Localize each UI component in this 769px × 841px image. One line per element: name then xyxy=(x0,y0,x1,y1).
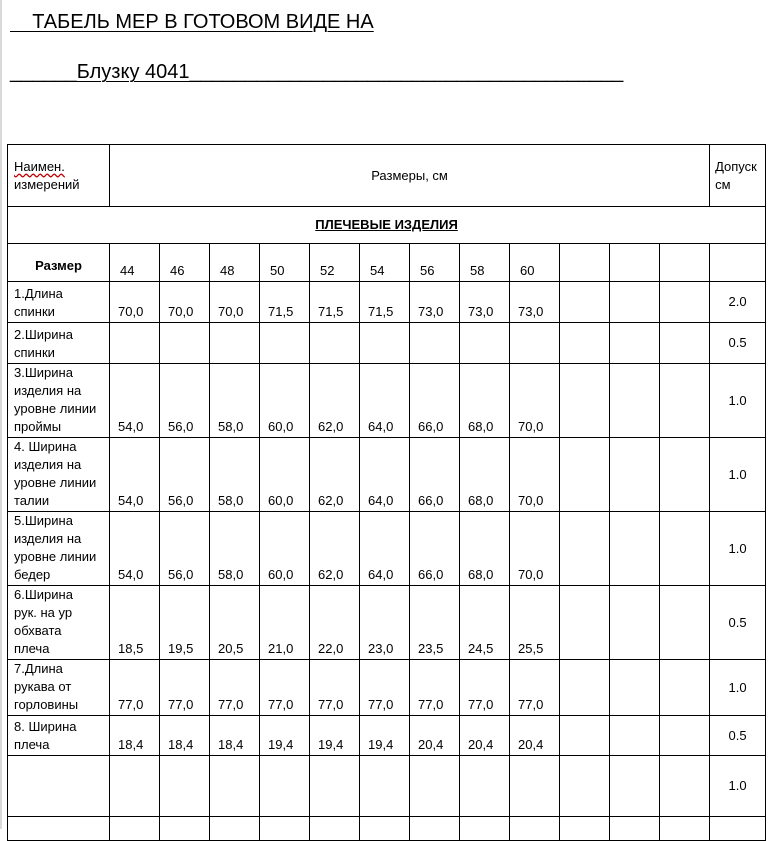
measurement-value xyxy=(410,323,460,364)
measurement-value: 77,0 xyxy=(510,660,560,716)
measurement-value: 21,0 xyxy=(260,586,310,660)
measurement-value xyxy=(660,756,710,817)
measurement-value xyxy=(360,756,410,817)
table-row xyxy=(8,716,766,756)
measurement-value xyxy=(560,364,610,438)
measurement-name-line: проймы xyxy=(14,419,62,434)
size-cell xyxy=(660,244,710,282)
measurement-value: 66,0 xyxy=(410,512,460,586)
page-left-edge xyxy=(0,0,2,829)
measurement-value: 70,0 xyxy=(210,282,260,323)
measurement-name-line: 6.Ширина xyxy=(14,587,73,602)
measurement-value: 56,0 xyxy=(160,438,210,512)
tolerance-value: 0.5 xyxy=(710,323,766,364)
measurement-value: 54,0 xyxy=(110,512,160,586)
measurement-value: 73,0 xyxy=(410,282,460,323)
measurement-value: 73,0 xyxy=(460,282,510,323)
measurement-value: 23,0 xyxy=(360,586,410,660)
measurement-value xyxy=(360,323,410,364)
measurement-value: 70,0 xyxy=(510,364,560,438)
measurement-value: 70,0 xyxy=(510,438,560,512)
table-row xyxy=(8,282,766,323)
measurement-name-line: 1.Длина xyxy=(14,286,63,301)
measurement-name-line: 8. Ширина xyxy=(14,719,77,734)
measurement-value xyxy=(660,364,710,438)
table-row xyxy=(8,438,766,512)
measurement-value: 20,4 xyxy=(510,716,560,756)
measurement-value: 70,0 xyxy=(510,512,560,586)
name-column-header xyxy=(8,145,110,207)
measurement-name xyxy=(8,364,110,438)
measurement-value: 64,0 xyxy=(360,438,410,512)
measurement-value xyxy=(160,756,210,817)
measurement-value xyxy=(460,323,510,364)
measurement-value: 56,0 xyxy=(160,364,210,438)
measurement-value: 77,0 xyxy=(310,660,360,716)
measurement-value: 62,0 xyxy=(310,438,360,512)
size-cell xyxy=(610,244,660,282)
measurement-value: 60,0 xyxy=(260,512,310,586)
measurement-value xyxy=(410,756,460,817)
sizes-column-header: Размеры, см xyxy=(110,145,710,207)
document-title: ТАБЕЛЬ МЕР В ГОТОВОМ ВИДЕ НА xyxy=(10,11,374,33)
measurement-value: 20,4 xyxy=(410,716,460,756)
measurement-value: 18,4 xyxy=(110,716,160,756)
measurement-value: 19,4 xyxy=(360,716,410,756)
name-column-header-line1: Наимен. xyxy=(14,158,65,174)
section-row xyxy=(8,207,766,244)
measurement-value xyxy=(310,323,360,364)
measurement-name-line: рукава от xyxy=(14,679,72,694)
measurement-value: 19,4 xyxy=(260,716,310,756)
measurement-value xyxy=(610,512,660,586)
measurement-value: 71,5 xyxy=(260,282,310,323)
measurement-value: 25,5 xyxy=(510,586,560,660)
measurement-value: 77,0 xyxy=(460,660,510,716)
measurement-value: 68,0 xyxy=(460,512,510,586)
measurement-value: 68,0 xyxy=(460,438,510,512)
measurement-name-line: изделия на xyxy=(14,531,82,546)
measurement-value xyxy=(660,282,710,323)
measurement-value xyxy=(210,756,260,817)
measurement-name-line: 5.Ширина xyxy=(14,513,73,528)
measurement-value: 66,0 xyxy=(410,438,460,512)
measurement-value xyxy=(610,323,660,364)
size-cell: 52 xyxy=(310,244,360,282)
measurement-value: 77,0 xyxy=(410,660,460,716)
table-row xyxy=(8,364,766,438)
measurement-value: 68,0 xyxy=(460,364,510,438)
measurement-value: 20,4 xyxy=(460,716,510,756)
tolerance-column-header xyxy=(710,145,766,207)
measurement-value: 22,0 xyxy=(310,586,360,660)
measurement-value: 70,0 xyxy=(110,282,160,323)
measurement-value xyxy=(660,438,710,512)
size-row-label: Размер xyxy=(8,244,110,282)
table-row xyxy=(8,512,766,586)
tolerance-column-header-line2: см xyxy=(715,176,731,192)
size-cell: 48 xyxy=(210,244,260,282)
size-cell: 54 xyxy=(360,244,410,282)
tolerance-value: 1.0 xyxy=(710,438,766,512)
measurement-value: 71,5 xyxy=(310,282,360,323)
measurement-value xyxy=(110,756,160,817)
size-row-tolerance-cell xyxy=(710,244,766,282)
measurement-name xyxy=(8,282,110,323)
measurements-table xyxy=(7,144,766,841)
measurement-value: 56,0 xyxy=(160,512,210,586)
measurement-value: 18,4 xyxy=(160,716,210,756)
measurement-value xyxy=(560,586,610,660)
measurement-name-line: изделия на xyxy=(14,457,82,472)
measurement-value: 66,0 xyxy=(410,364,460,438)
measurement-value: 62,0 xyxy=(310,364,360,438)
measurement-value xyxy=(260,756,310,817)
table-row xyxy=(8,660,766,716)
measurement-value xyxy=(610,364,660,438)
measurement-value xyxy=(560,438,610,512)
measurement-value: 77,0 xyxy=(110,660,160,716)
measurement-value xyxy=(210,323,260,364)
measurement-name-line: изделия на xyxy=(14,383,82,398)
measurement-name-line: 2.Ширина xyxy=(14,327,73,342)
measurement-value: 71,5 xyxy=(360,282,410,323)
measurement-name xyxy=(8,660,110,716)
measurement-name-line: плеча xyxy=(14,641,50,656)
size-row xyxy=(8,244,766,282)
measurement-value: 70,0 xyxy=(160,282,210,323)
tolerance-value: 0.5 xyxy=(710,586,766,660)
measurement-value: 64,0 xyxy=(360,512,410,586)
measurement-name xyxy=(8,586,110,660)
measurement-value xyxy=(610,282,660,323)
measurement-value: 18,4 xyxy=(210,716,260,756)
measurement-name xyxy=(8,438,110,512)
measurement-value: 58,0 xyxy=(210,364,260,438)
measurement-value xyxy=(610,438,660,512)
measurement-value xyxy=(560,323,610,364)
size-cell: 58 xyxy=(460,244,510,282)
measurement-value: 54,0 xyxy=(110,438,160,512)
tolerance-value: 0.5 xyxy=(710,716,766,756)
measurement-value: 77,0 xyxy=(260,660,310,716)
measurement-value: 77,0 xyxy=(360,660,410,716)
measurement-name xyxy=(8,323,110,364)
measurement-name-line: 3.Ширина xyxy=(14,365,73,380)
measurement-value xyxy=(560,716,610,756)
measurement-name-line: горловины xyxy=(14,697,79,712)
measurement-value xyxy=(310,756,360,817)
measurement-value xyxy=(560,512,610,586)
tolerance-column-header-line1: Допуск xyxy=(715,158,757,174)
measurement-name xyxy=(8,756,110,817)
measurement-name-line: плеча xyxy=(14,737,50,752)
measurement-value xyxy=(260,323,310,364)
document-subtitle: ______Блузку 4041_______________________________________ xyxy=(10,61,624,83)
table-row xyxy=(8,756,766,817)
table-row xyxy=(8,586,766,660)
measurement-value: 58,0 xyxy=(210,438,260,512)
measurement-name-line: уровне линии xyxy=(14,549,97,564)
size-cell: 44 xyxy=(110,244,160,282)
measurement-value xyxy=(610,716,660,756)
tolerance-value: 1.0 xyxy=(710,660,766,716)
size-cell: 56 xyxy=(410,244,460,282)
measurement-value xyxy=(110,323,160,364)
measurement-value: 60,0 xyxy=(260,438,310,512)
tolerance-value: 1.0 xyxy=(710,756,766,817)
measurement-value: 77,0 xyxy=(160,660,210,716)
tolerance-value: 1.0 xyxy=(710,512,766,586)
measurement-value xyxy=(610,586,660,660)
measurement-name-line: спинки xyxy=(14,304,55,319)
measurement-value: 73,0 xyxy=(510,282,560,323)
size-cell xyxy=(560,244,610,282)
measurement-value xyxy=(510,756,560,817)
measurement-value xyxy=(660,586,710,660)
measurement-name-line: 4. Ширина xyxy=(14,439,77,454)
measurement-value: 23,5 xyxy=(410,586,460,660)
measurement-value xyxy=(160,323,210,364)
measurement-value: 62,0 xyxy=(310,512,360,586)
measurement-value: 77,0 xyxy=(210,660,260,716)
measurement-value xyxy=(610,756,660,817)
measurement-value: 64,0 xyxy=(360,364,410,438)
measurement-value xyxy=(510,323,560,364)
measurement-value xyxy=(660,323,710,364)
measurement-name xyxy=(8,716,110,756)
size-cell: 46 xyxy=(160,244,210,282)
measurement-value: 20,5 xyxy=(210,586,260,660)
measurement-name-line: 7.Длина xyxy=(14,661,63,676)
measurement-value: 60,0 xyxy=(260,364,310,438)
measurement-value: 54,0 xyxy=(110,364,160,438)
measurement-name-line: бедер xyxy=(14,567,51,582)
measurement-value: 18,5 xyxy=(110,586,160,660)
measurement-value xyxy=(560,756,610,817)
table-header-row xyxy=(8,145,766,207)
size-cell: 60 xyxy=(510,244,560,282)
measurement-value xyxy=(610,660,660,716)
tolerance-value: 1.0 xyxy=(710,364,766,438)
measurement-value: 19,5 xyxy=(160,586,210,660)
measurement-value: 19,4 xyxy=(310,716,360,756)
measurement-value xyxy=(660,512,710,586)
measurement-name-line: рук. на ур xyxy=(14,605,73,620)
measurement-name-line: спинки xyxy=(14,345,55,360)
measurement-value xyxy=(560,660,610,716)
measurement-name xyxy=(8,512,110,586)
tolerance-value: 2.0 xyxy=(710,282,766,323)
name-column-header-line2: измерений xyxy=(14,176,80,192)
size-cell: 50 xyxy=(260,244,310,282)
measurement-value xyxy=(460,756,510,817)
measurement-name-line: талии xyxy=(14,493,50,508)
measurement-value xyxy=(660,660,710,716)
measurement-value xyxy=(660,716,710,756)
measurement-value xyxy=(560,282,610,323)
table-row xyxy=(8,323,766,364)
measurement-name-line: обхвата xyxy=(14,623,62,638)
section-title: ПЛЕЧЕВЫЕ ИЗДЕЛИЯ xyxy=(8,207,766,244)
measurement-name-line: уровне линии xyxy=(14,401,97,416)
measurement-value: 24,5 xyxy=(460,586,510,660)
measurement-value: 58,0 xyxy=(210,512,260,586)
measurement-name-line: уровне линии xyxy=(14,475,97,490)
